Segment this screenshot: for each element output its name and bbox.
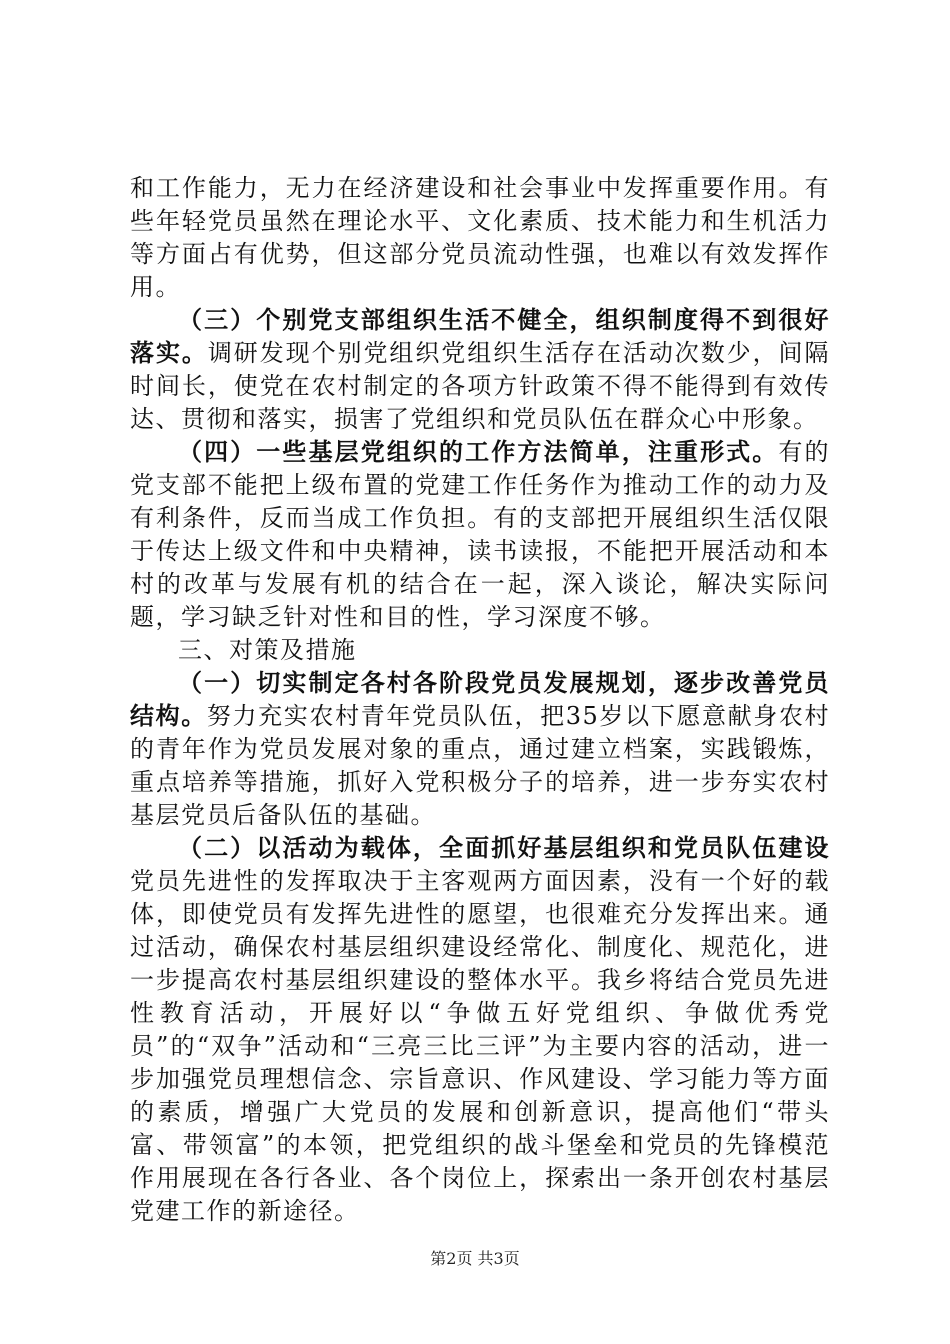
paragraph-section-three bbox=[130, 304, 830, 436]
paragraph-heading: （一）切实制定各村各阶段党员发展规划，逐步改善党员结构。 bbox=[130, 669, 830, 730]
paragraph-body: 有的党支部不能把上级布置的党建工作任务作为推动工作的动力及有利条件，反而当成工作负担。有的支部把开展组织生活仅限于传达上级文件和中央精神，读书读报，不能把开展活动和本村的改革与发展有机的结合在一起，深入谈论，解决实际问题，学习缺乏针对性和目的性，学习深度不够。 bbox=[130, 438, 831, 631]
paragraph-continuation bbox=[130, 172, 830, 304]
paragraph-heading: （三）个别党支部组织生活不健全，组织制度得不到很好落实。 bbox=[130, 306, 830, 367]
paragraph-body: 党员先进性的发挥取决于主客观两方面因素，没有一个好的载体，即使党员有发挥先进性的愿望，也很难充分发挥出来。通过活动，确保农村基层组织建设经常化、制度化、规范化，进一步提高农村基层组织建设的整体水平。我乡将结合党员先进性教育活动，开展好以“争做五好党组织、争做优秀党员”的“双争”活动和“三亮三比三评”为主要内容的活动，进一步加强党员理想信念、宗旨意识、作风建设、学习能力等方面的素质，增强广大党员的发展和创新意识，提高他们“带头富、带领富”的本领，把党组织的战斗堡垒和党员的先锋模范作用展现在各行各业、各个岗位上，探索出一条开创农村基层党建工作的新途径。 bbox=[130, 867, 830, 1225]
paragraph-body: 和工作能力，无力在经济建设和社会事业中发挥重要作用。有些年轻党员虽然在理论水平、文化素质、技术能力和生机活力等方面占有优势，但这部分党员流动性强，也难以有效发挥作用。 bbox=[130, 174, 830, 301]
section-title bbox=[130, 634, 830, 667]
paragraph-measure-one bbox=[130, 667, 830, 832]
paragraph-heading: （四）一些基层党组织的工作方法简单，注重形式。 bbox=[178, 438, 779, 466]
document-body bbox=[130, 172, 830, 1228]
paragraph-heading: （二）以活动为载体，全面抓好基层组织和党员队伍建设 bbox=[178, 834, 830, 862]
paragraph-section-four bbox=[130, 436, 830, 634]
section-title-text: 三、对策及措施 bbox=[178, 636, 357, 664]
paragraph-measure-two bbox=[130, 832, 830, 1228]
paragraph-body: 调研发现个别党组织党组织生活存在活动次数少，间隔时间长，使党在农村制定的各项方针政策不得不能得到有效传达、贯彻和落实，损害了党组织和党员队伍在群众心中形象。 bbox=[130, 339, 830, 433]
page-number-footer: 第2页 共3页 bbox=[430, 1249, 520, 1268]
paragraph-body: 努力充实农村青年党员队伍，把35岁以下愿意献身农村的青年作为党员发展对象的重点，通过建立档案，实践锻炼，重点培养等措施，抓好入党积极分子的培养，进一步夯实农村基层党员后备队伍的基础。 bbox=[130, 702, 830, 829]
